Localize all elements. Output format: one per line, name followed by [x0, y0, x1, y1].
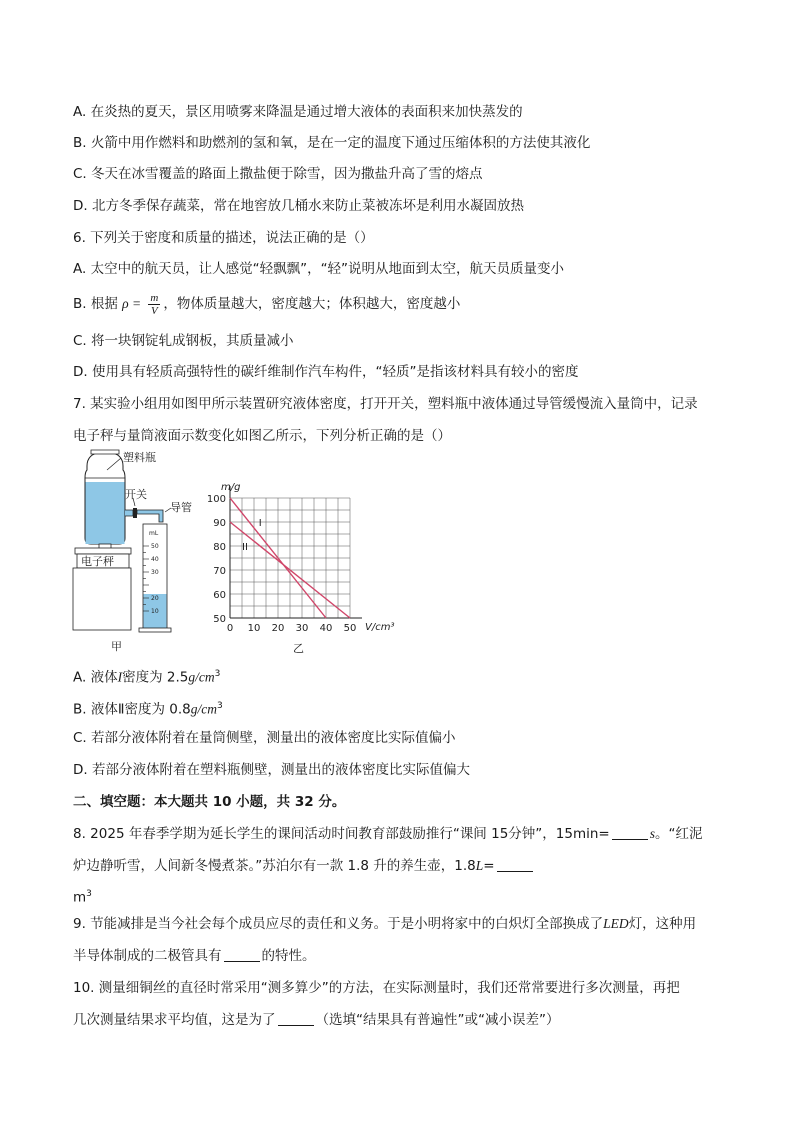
q5-option-c: C. 冬天在冰雪覆盖的路面上撒盐便于除雪，因为撒盐升高了雪的熔点	[73, 166, 483, 182]
y-tick-label: 60	[213, 590, 226, 601]
x-tick-label: 50	[343, 623, 357, 634]
cylinder-tick-10: 10	[151, 608, 159, 615]
q10-blank[interactable]	[278, 1011, 314, 1026]
label-switch: 开关	[125, 488, 147, 501]
label-fig-b: 乙	[293, 642, 304, 655]
q9-line2: 半导体制成的二极管具有 的特性。	[73, 948, 316, 964]
q7-chart	[207, 482, 395, 655]
q7-figure	[65, 448, 405, 658]
x-tick-label: 40	[319, 623, 333, 634]
q8-line1: 8. 2025 年春季学期为延长学生的课间活动时间教育部鼓励推行“课间 15分钟”，15min= s。“红泥	[73, 826, 703, 842]
density-symbol: ρ =	[122, 296, 142, 311]
q6-option-a: A. 太空中的航天员，让人感觉“轻飘飘”，“轻”说明从地面到太空，航天员质量变小	[73, 261, 565, 277]
q10-line2: 几次测量结果求平均值，这是为了 （选填“结果具有普遍性”或“减小误差”）	[73, 1012, 560, 1028]
q7-option-c: C. 若部分液体附着在量筒侧壁，测量出的液体密度比实际值偏小	[73, 730, 456, 746]
y-tick-label: 50	[213, 614, 226, 625]
cylinder-tick-30: 30	[151, 569, 159, 576]
q6-option-b: B. 根据 ρ = $\frac{m}{V}$ ，物体质量越大，密度越大；体积越大，密度越小	[73, 291, 461, 317]
q8-line2: 炉边静听雪，人间新冬慢煮茶。”苏泊尔有一款 1.8 升的养生壶，1.8L=	[73, 856, 535, 876]
label-bottle: 塑料瓶	[123, 451, 156, 464]
q7-stem-line2: 电子秤与量筒液面示数变化如图乙所示，下列分析正确的是（）	[73, 428, 451, 444]
cylinder-tick-40: 40	[151, 556, 159, 563]
cylinder-tick-20: 20	[151, 595, 159, 602]
y-tick-label: 70	[213, 566, 226, 577]
q9-line1: 9. 节能减排是当今社会每个成员应尽的责任和义务。于是小明将家中的白炽灯全部换成了LED灯，这种用	[73, 916, 697, 932]
q7-figure-svg	[65, 448, 405, 658]
label-scale: 电子秤	[81, 555, 114, 568]
x-tick-label: 30	[295, 623, 309, 634]
cylinder-tick-50: 50	[151, 543, 159, 550]
q10-line1: 10. 测量细铜丝的直径时常采用“测多算少”的方法，在实际测量时，我们还常常要进行多次测量，再把	[73, 980, 680, 996]
q7-option-b: B. 液体Ⅱ密度为 $0.8g/cm^3$	[73, 701, 223, 718]
q7-option-a: A. 液体I密度为 $2.5g/cm^3$	[73, 669, 221, 686]
q6-option-c: C. 将一块钢锭轧成钢板，其质量减小	[73, 333, 294, 349]
guide-tube	[137, 510, 163, 522]
bottle-liquid	[86, 482, 125, 544]
section-2-heading: 二、填空题：本大题共 10 小题，共 32 分。	[73, 794, 346, 810]
cylinder-unit-label: mL	[149, 530, 159, 537]
y-tick-label: 90	[213, 518, 226, 529]
q8-blank-2[interactable]	[497, 857, 533, 872]
q8-blank-1[interactable]	[612, 825, 648, 840]
x-tick-label: 10	[247, 623, 261, 634]
scale-tray	[75, 548, 131, 554]
label-fig-a: 甲	[111, 640, 122, 653]
chart-xlabel: V/cm³	[365, 622, 395, 633]
label-tube: 导管	[170, 501, 192, 514]
q5-option-b: B. 火箭中用作燃料和助燃剂的氢和氧，是在一定的温度下通过压缩体积的方法使其液化	[73, 135, 591, 151]
q5-option-a: A. 在炎热的夏天，景区用喷雾来降温是通过增大液体的表面积来加快蒸发的	[73, 104, 523, 120]
series-label-1: I	[258, 518, 262, 529]
q6-option-d: D. 使用具有轻质高强特性的碳纤维制作汽车构件，“轻质”是指该材料具有较小的密度	[73, 364, 579, 380]
x-tick-label: 0	[226, 623, 234, 634]
chart-ylabel: m/g	[221, 482, 241, 493]
q5-option-d: D. 北方冬季保存蔬菜，常在地窖放几桶水来防止菜被冻坏是利用水凝固放热	[73, 198, 524, 214]
scale-stand	[73, 568, 131, 630]
apparatus-figure	[73, 450, 192, 653]
q9-blank[interactable]	[224, 947, 260, 962]
x-tick-label: 20	[271, 623, 285, 634]
y-tick-label: 100	[206, 494, 226, 505]
series-label-2: II	[242, 542, 248, 553]
q7-stem-line1: 7. 某实验小组用如图甲所示装置研究液体密度，打开开关，塑料瓶中液体通过导管缓慢流入量筒中，记录	[73, 396, 698, 412]
q8-line3: $m^3$	[73, 889, 92, 906]
q6-stem: 6. 下列关于密度和质量的描述，说法正确的是（）	[73, 230, 374, 246]
q7-option-d: D. 若部分液体附着在塑料瓶侧壁，测量出的液体密度比实际值偏大	[73, 762, 470, 778]
y-tick-label: 80	[213, 542, 226, 553]
density-fraction: $\frac{m}{V}$	[150, 291, 159, 317]
